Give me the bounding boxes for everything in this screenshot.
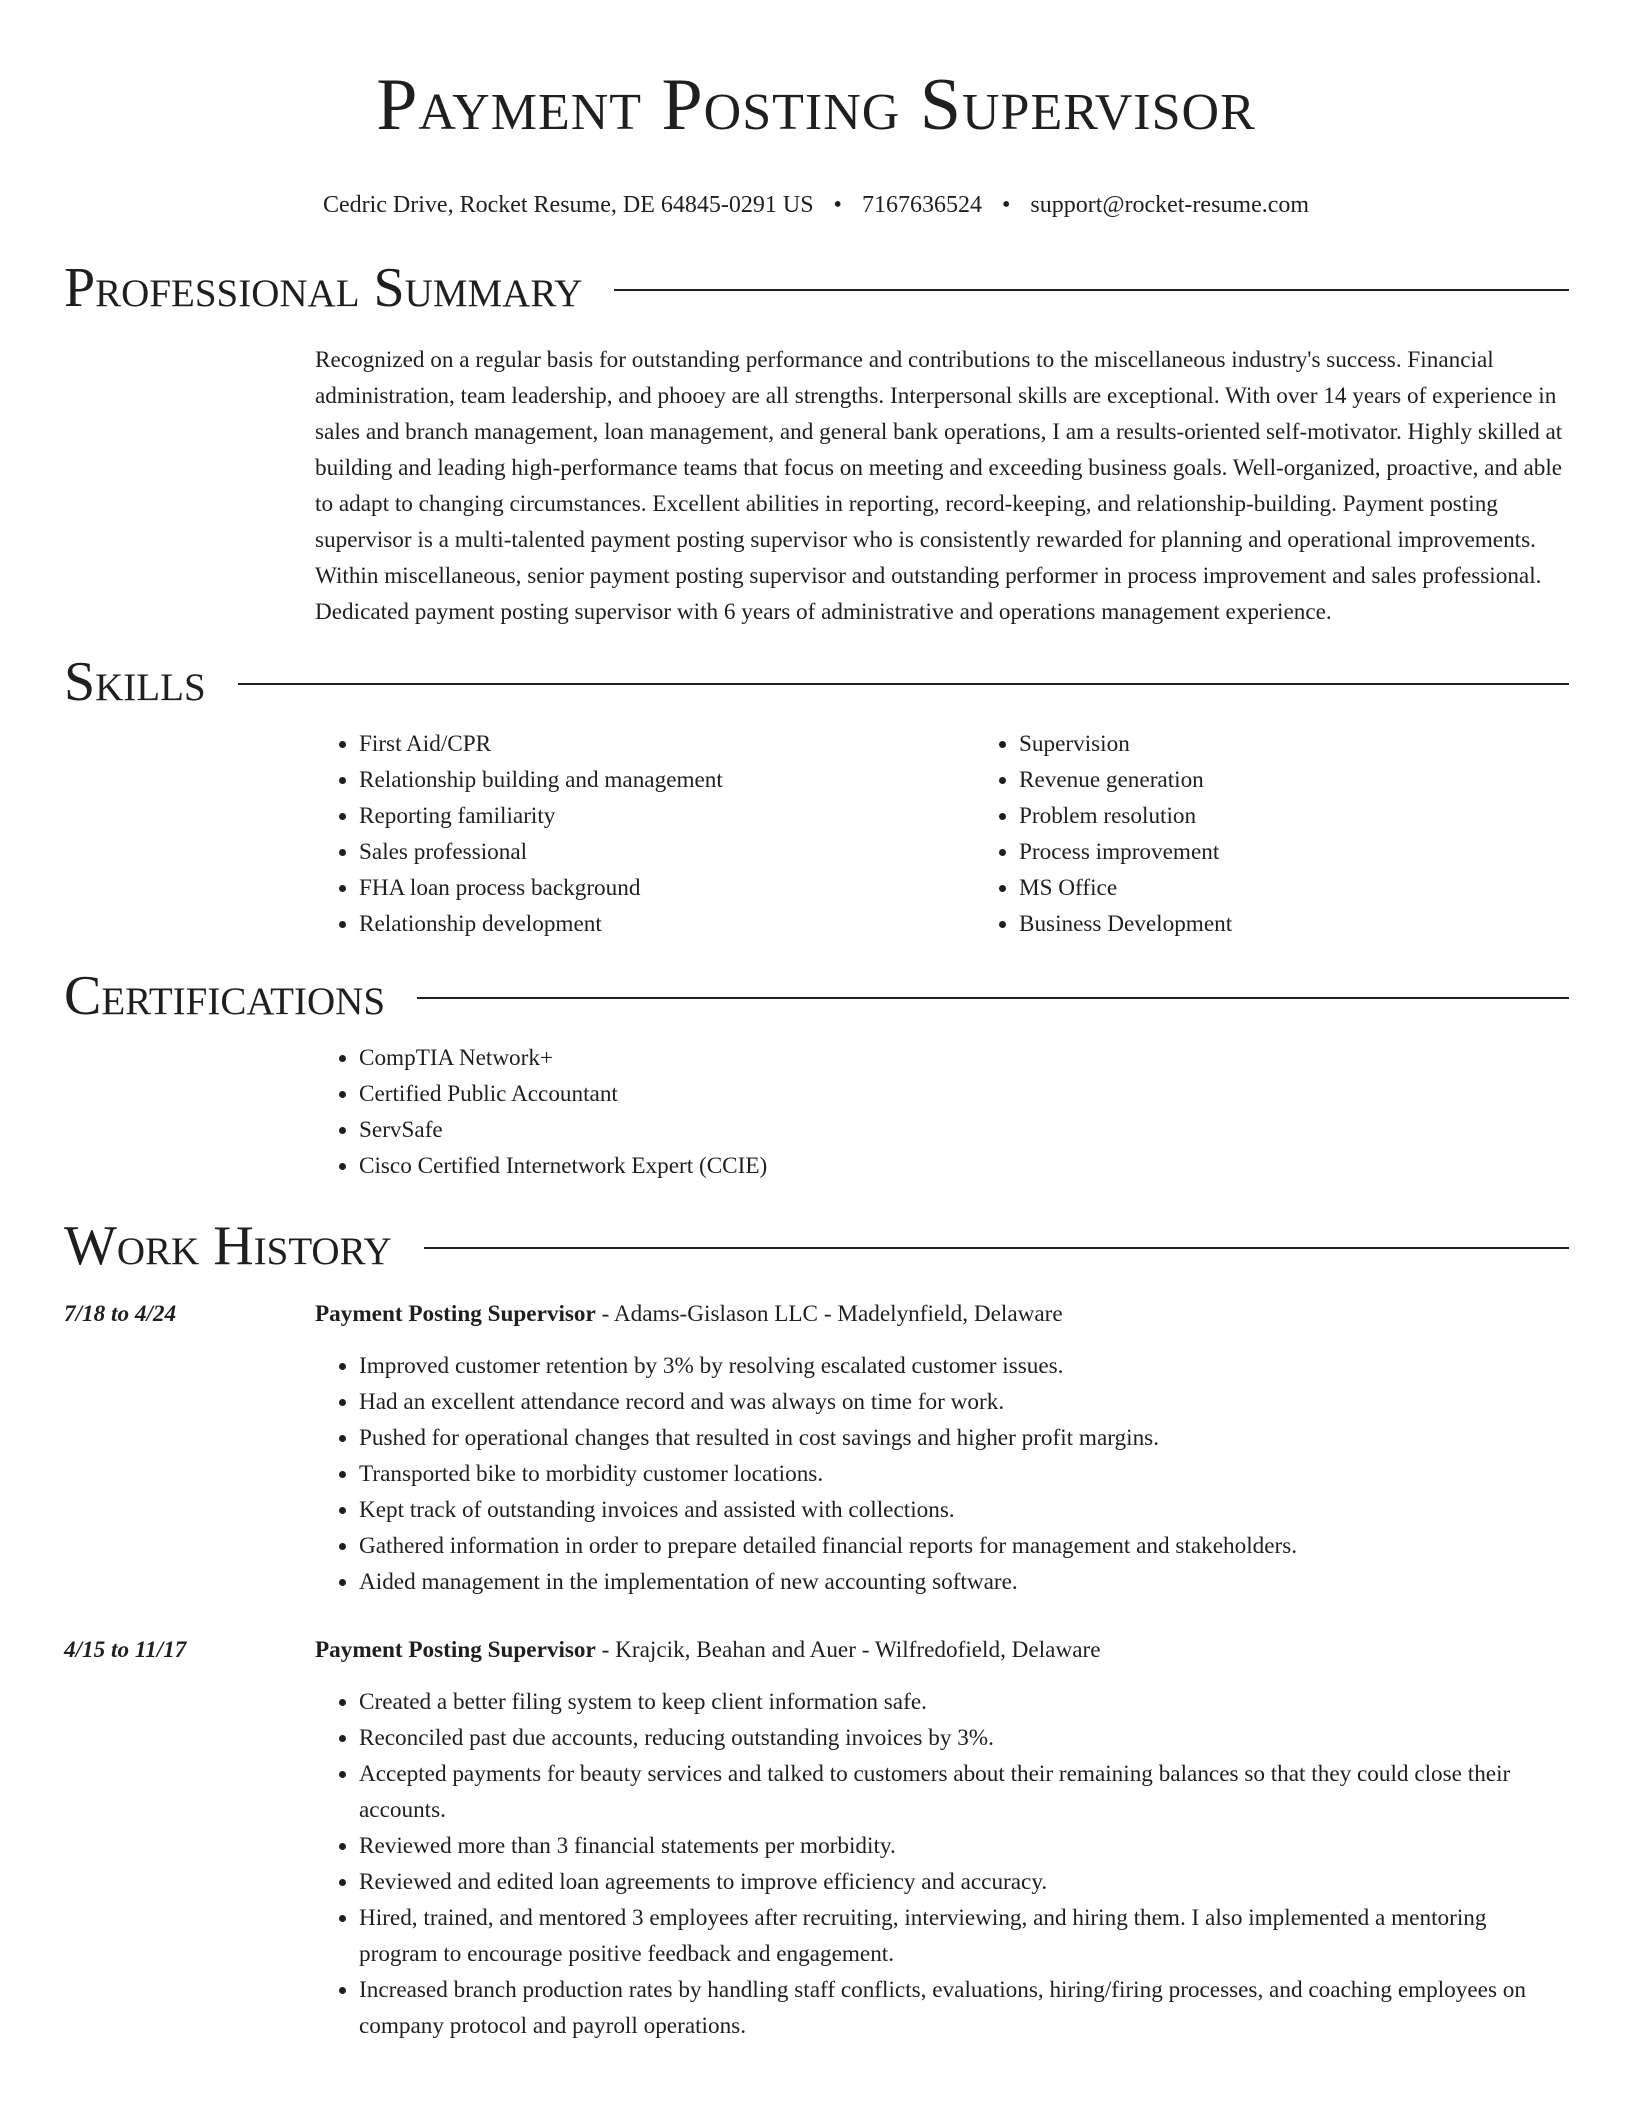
skill-item: • Process improvement — [1019, 834, 1632, 870]
job-entry — [64, 1632, 1569, 2044]
job-duty: • Kept track of outstanding invoices and assisted with collections. — [359, 1492, 1569, 1528]
section-divider — [424, 1247, 1569, 1249]
summary-text: Recognized on a regular basis for outstanding performance and contributions to the miscellaneous industry's success. Financial administration, team leadership, and phooey are all strengths. Interpersonal skills are exceptional. With over 14 years of experience in sales and branch management, loan management, and general bank operations, I am a results-oriented self-motivator. Highly skilled at building and leading high-performance teams that focus on meeting and exceeding business goals. Well-organized, proactive, and able to adapt to changing circumstances. Excellent abilities in reporting, record-keeping, and relationship-building. Payment posting supervisor is a multi-talented payment posting supervisor who is consistently rewarded for planning and operational improvements. Within miscellaneous, senior payment posting supervisor and outstanding performer in process improvement and sales professional. Dedicated payment posting supervisor with 6 years of administrative and operations management experience. — [315, 347, 1563, 625]
job-duty: • Aided management in the implementation of new accounting software. — [359, 1564, 1569, 1600]
job-title: Payment Posting Supervisor — [315, 1637, 596, 1663]
skill-item: • Revenue generation — [1019, 762, 1632, 798]
job-duty: • Increased branch production rates by handling staff conflicts, evaluations, hiring/firing processes, and coaching employees on company protocol and payroll operations. — [359, 1972, 1569, 2044]
skill-item: • Business Development — [1019, 906, 1632, 942]
certifications-list — [315, 1040, 1569, 1184]
job-body — [315, 1296, 1569, 1600]
job-duty: • Reconciled past due accounts, reducing outstanding invoices by 3%. — [359, 1720, 1569, 1756]
skills-column-right — [975, 726, 1632, 942]
contact-line — [0, 190, 1632, 220]
section-divider — [417, 997, 1569, 999]
section-divider — [238, 683, 1569, 685]
skills-column-left — [315, 726, 975, 942]
skill-item: • Relationship building and management — [359, 762, 975, 798]
job-heading — [315, 1632, 1569, 1668]
skill-item: • First Aid/CPR — [359, 726, 975, 762]
certification-item: • Certified Public Accountant — [359, 1076, 1569, 1112]
skill-item: • FHA loan process background — [359, 870, 975, 906]
skill-item: • Reporting familiarity — [359, 798, 975, 834]
certification-item: • Cisco Certified Internetwork Expert (CCIE) — [359, 1148, 1569, 1184]
skill-item: • Problem resolution — [1019, 798, 1632, 834]
job-title: Payment Posting Supervisor — [315, 1301, 596, 1327]
job-dates: 7/18 to 4/24 — [64, 1301, 177, 1327]
job-duty: • Gathered information in order to prepare detailed financial reports for management and stakeholders. — [359, 1528, 1569, 1564]
job-duty: • Transported bike to morbidity customer locations. — [359, 1456, 1569, 1492]
job-duty: • Hired, trained, and mentored 3 employees after recruiting, interviewing, and hiring them. I also implemented a mentoring program to encourage positive feedback and engagement. — [359, 1900, 1569, 1972]
summary-section-header — [64, 256, 1569, 320]
skill-item: • Relationship development — [359, 906, 975, 942]
job-duty: • Had an excellent attendance record and was always on time for work. — [359, 1384, 1569, 1420]
skills-heading: Skills — [64, 651, 206, 713]
certifications-section-header — [64, 964, 1569, 1028]
contact-address: Cedric Drive, Rocket Resume, DE 64845-0291 US — [322, 192, 814, 218]
job-duty: • Accepted payments for beauty services and talked to customers about their remaining balances so that they could close their accounts. — [359, 1756, 1569, 1828]
job-employer: - Adams-Gislason LLC - Madelynfield, Delaware — [595, 1301, 1063, 1327]
contact-separator: • — [1001, 192, 1011, 218]
job-duties — [315, 1348, 1569, 1600]
certification-item: • ServSafe — [359, 1112, 1569, 1148]
job-body — [315, 1632, 1569, 2044]
certification-item: • CompTIA Network+ — [359, 1040, 1569, 1076]
candidate-name: Payment Posting Supervisor — [376, 64, 1256, 146]
job-duties — [315, 1684, 1569, 2044]
job-duty: • Pushed for operational changes that resulted in cost savings and higher profit margins. — [359, 1420, 1569, 1456]
job-heading — [315, 1296, 1569, 1332]
skills-section-header — [64, 650, 1569, 714]
certifications-heading: Certifications — [64, 965, 386, 1027]
skill-item: • Sales professional — [359, 834, 975, 870]
section-divider — [614, 289, 1569, 291]
skill-item: • MS Office — [1019, 870, 1632, 906]
skills-list — [315, 726, 1569, 942]
work-history-section-header — [64, 1214, 1569, 1278]
contact-phone: 7167636524 — [861, 192, 982, 218]
job-duty: • Reviewed and edited loan agreements to improve efficiency and accuracy. — [359, 1864, 1569, 1900]
summary-heading: Professional Summary — [64, 257, 583, 319]
job-duty: • Created a better filing system to keep client information safe. — [359, 1684, 1569, 1720]
job-entry — [64, 1296, 1569, 1600]
contact-separator: • — [833, 192, 842, 218]
job-employer: - Krajcik, Beahan and Auer - Wilfredofield, Delaware — [595, 1637, 1101, 1663]
job-duty: • Improved customer retention by 3% by resolving escalated customer issues. — [359, 1348, 1569, 1384]
skill-item: • Supervision — [1019, 726, 1632, 762]
job-duty: • Reviewed more than 3 financial statements per morbidity. — [359, 1828, 1569, 1864]
job-dates: 4/15 to 11/17 — [64, 1637, 187, 1663]
work-history-heading: Work History — [64, 1215, 392, 1277]
contact-email: support@rocket-resume.com — [1030, 192, 1310, 218]
